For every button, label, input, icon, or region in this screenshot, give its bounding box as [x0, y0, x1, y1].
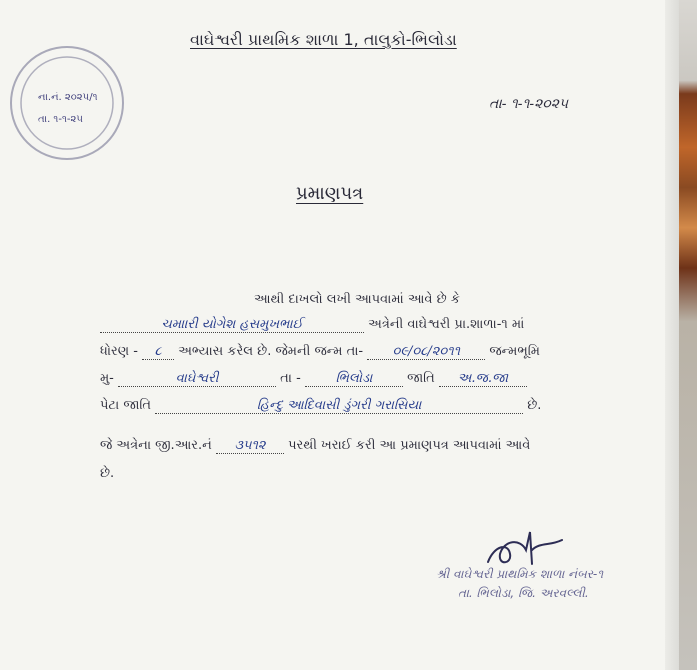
caste-value: અ.જ.જા	[439, 371, 527, 387]
subcaste-value: હિન્દુ આદિવાસી ડુંગરી ગરાસિયા	[155, 398, 523, 414]
school-text: અત્રેની વાઘેશ્વરી પ્રા.શાળા-૧ માં	[368, 317, 525, 332]
std-line	[100, 344, 540, 360]
school-heading: વાઘેશ્વરી પ્રાથમિક શાળા 1, તાલુકો-ભિલોડા	[190, 30, 457, 49]
village-value: વાઘેશ્વરી	[118, 371, 276, 387]
gr-label: જે અત્રેના જી.આર.નં	[100, 438, 212, 453]
ta-label: તા -	[280, 371, 301, 386]
caste-label: જાતિ	[407, 371, 435, 386]
signature-address-line: તા. ભિલોડા, જિ. અરવલ્લી.	[458, 586, 589, 600]
subcaste-label: પેટા જાતિ	[100, 398, 151, 413]
signature-school-line: શ્રી વાઘેશ્વરી પ્રાથમિક શાળા નંબર-૧	[436, 567, 604, 581]
std-label: ધોરણ -	[100, 344, 138, 359]
background-strip	[679, 0, 697, 670]
school-round-stamp	[8, 44, 126, 162]
gr-line	[100, 438, 530, 454]
stamp-date: તા. ૧-૧-૨૫	[38, 114, 83, 125]
birthplace-label: જન્મભૂમિ	[489, 344, 540, 359]
subcaste-line	[100, 398, 541, 414]
student-name: ચમાારી યોગેશ હસમુખભાઈ	[100, 317, 364, 333]
std-value: ૮	[142, 344, 174, 360]
certificate-title: પ્રમાણપત્ર	[296, 183, 364, 204]
name-line	[100, 317, 524, 333]
intro-line: આથી દાખલો લખી આપવામાં આવે છે કે	[254, 292, 460, 307]
std-after: અભ્યાસ કરેલ છે. જેમની જન્મ તા-	[178, 344, 364, 359]
stamp-number: ના.નં. ૨૦૨૫/૧	[38, 92, 98, 103]
mu-label: મુ-	[100, 371, 114, 386]
gr-number: ૩૫૧૨	[216, 438, 284, 454]
place-line	[100, 371, 527, 387]
taluka-value: ભિલોડા	[305, 371, 403, 387]
issue-date: તા- ૧-૧-૨૦૨૫	[489, 96, 569, 112]
paper-edge	[665, 0, 679, 670]
closing-line: છે.	[100, 466, 115, 481]
gr-after: પરથી ખરાઈ કરી આ પ્રમાણપત્ર આપવામાં આવે	[288, 438, 531, 453]
dob-value: ૦૯/૦૮/૨૦૧૧	[367, 344, 485, 360]
subcaste-after: છે.	[527, 398, 542, 413]
